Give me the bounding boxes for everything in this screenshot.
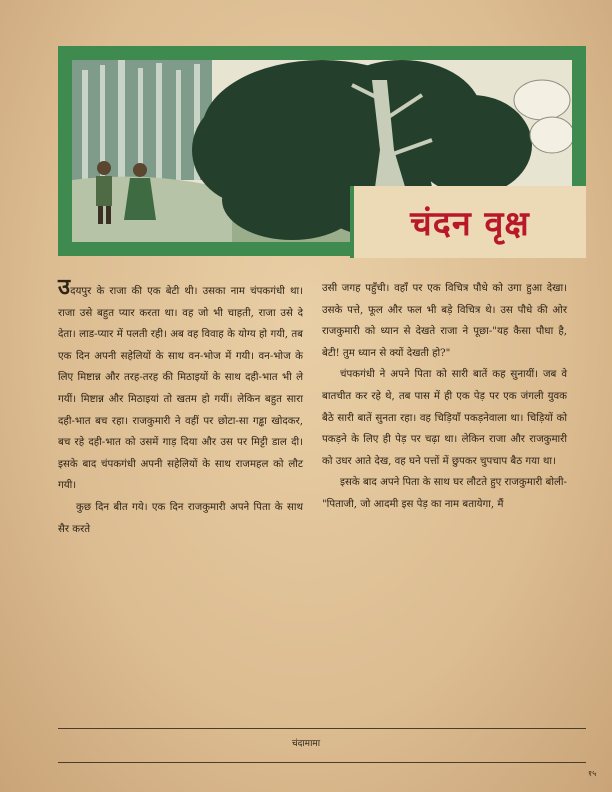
footer-rule-bottom — [58, 762, 586, 763]
dropcap: उ — [58, 274, 71, 300]
right-paragraph-1: उसी जगह पहुँची। वहाँ पर एक विचित्र पौधे को उगा हुआ देखा। उसके पत्ते, फूल और फल भी बड़े विचित्र थे। उस पौधे की ओर राजकुमारी को ध्यान से देखते राजा ने पूछा-"यह कैसा पौधा है, बेटी! तुम ध्यान से क्यों देखती हो?" — [322, 283, 567, 359]
left-paragraph-2: कुछ दिन बीत गये। एक दिन राजकुमारी अपने पिता के साथ सैर करते — [58, 501, 303, 535]
right-column — [322, 278, 567, 516]
left-paragraph-1-text: दयपुर के राजा की एक बेटी थी। उसका नाम चंपकगंधी था। राजा उसे बहुत प्यार करता था। वह जो भी चाहती, राजा उसे दे देता। लाड-प्यार में पलती रही। अब वह विवाह के योग्य हो गयी, तब एक दिन अपनी सहेलियों के साथ वन-भोज में गयी। वन-भोज के लिए मिष्टान्न और तरह-तरह की मिठाइयों के साथ दही-भात भी ले गयीं। मिष्टान्न और मिठाइयां तो खतम हो गयीं। लेकिन बहुत सारा दही-भात बच रहा। राजकुमारी ने वहीं पर छोटा-सा गड्ढा खोदकर, बच रहे दही-भात को उसमें गाड़ दिया और उस पर मिट्टी डाल दी। इसके बाद चंपकगंधी अपनी सहेलियों के साथ राजमहल को लौट गयी। — [58, 286, 303, 492]
left-paragraph-1 — [58, 274, 303, 497]
title-box — [350, 186, 586, 258]
right-paragraph-3: इसके बाद अपने पिता के साथ घर लौटते हुए राजकुमारी बोली-"पिताजी, जो आदमी इस पेड़ का नाम बतायेगा, मैं — [322, 477, 567, 510]
story-title: चंदन वृक्ष — [410, 204, 530, 244]
footer-magazine-name: चंदामामा — [291, 739, 321, 749]
left-column — [58, 274, 303, 540]
footer-rule-top — [58, 728, 586, 729]
page-number: १५ — [588, 769, 597, 778]
right-paragraph-2: चंपकगंधी ने अपने पिता को सारी बातें कह सुनायीं। जब वे बातचीत कर रहे थे, तब पास में ही एक पेड़ पर एक जंगली युवक बैठे सारी बातें सुनता रहा। वह चिड़ियाँ पकड़नेवाला था। चिड़ियों को पकड़ने के लिए ही पेड़ पर चढ़ा था। लेकिन राजा और राजकुमारी को उधर आते देख, वह घने पत्तों में छुपकर चुपचाप बैठ गया था। — [322, 369, 567, 467]
